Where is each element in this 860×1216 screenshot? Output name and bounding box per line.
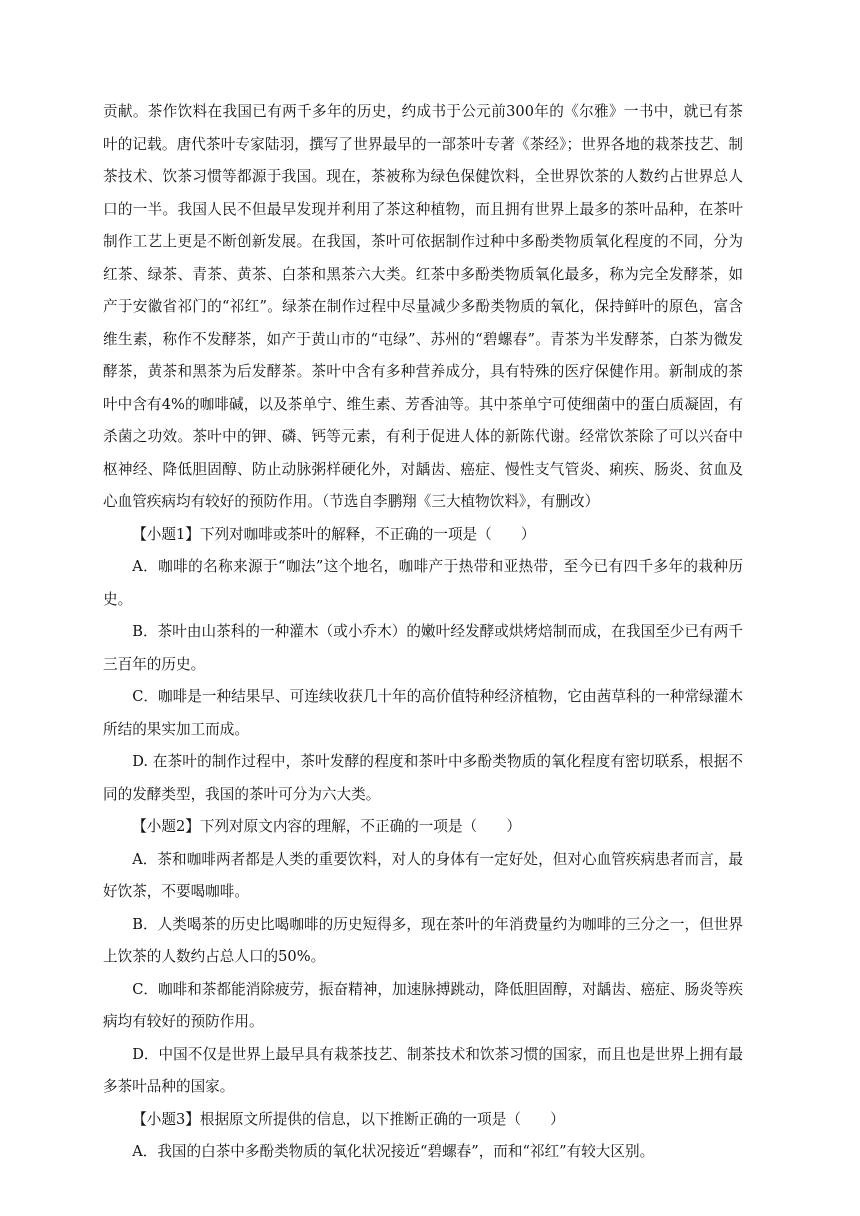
option-a: A．咖啡的名称来源于“咖法”这个地名，咖啡产于热带和亚热带，至今已有四千多年的栽种历史。	[103, 558, 743, 608]
option-b: B．茶叶由山茶科的一种灌木（或小乔木）的嫩叶经发酵或烘烤焙制而成，在我国至少已有两千三百年的历史。	[103, 623, 743, 673]
option-a: A．我国的白茶中多酚类物质的氧化状况接近“碧螺春”，而和“祁红”有较大区别。	[132, 1143, 655, 1160]
question-stem: 【小题1】下列对咖啡或茶叶的解释，不正确的一项是（ ）	[132, 525, 536, 543]
option-c: C．咖啡和茶都能消除疲劳，振奋精神，加速脉搏跳动，降低胆固醇，对龋齿、癌症、肠炎等疾病均有较好的预防作用。	[103, 980, 743, 1030]
option-c: C．咖啡是一种结果早、可连续收获几十年的高价值特种经济植物，它由茜草科的一种常绿灌木所结的果实加工而成。	[103, 688, 743, 738]
article-paragraph: 贡献。茶作饮料在我国已有两千多年的历史，约成书于公元前300年的《尔雅》一书中，就已有茶叶的记载。唐代茶叶专家陆羽，撰写了世界最早的一部茶叶专著《茶经》；世界各地的栽茶技艺、制茶技术、饮茶习惯等都源于我国。现在，茶被称为绿色保健饮料，全世界饮茶的人数约占世界总人口的一半。我国人民不但最早发现并利用了茶这种植物，而且拥有世界上最多的茶叶品种，在茶叶制作工艺上更是不断创新发展。在我国，茶叶可依据制作过种中多酚类物质氧化程度的不同，分为红茶、绿茶、青茶、黄茶、白茶和黑茶六大类。红茶中多酚类物质氧化最多，称为完全发酵茶，如产于安徽省祁门的“祁红”。绿茶在制作过程中尽量减少多酚类物质的氧化，保持鲜叶的原色，富含维生素，称作不发酵茶，如产于黄山市的“屯绿”、苏州的“碧螺春”。青茶为半发酵茶，白茶为微发酵茶，黄茶和黑茶为后发酵茶。茶叶中含有多种营养成分，具有特殊的医疗保健作用。新制成的茶叶中含有4%的咖啡碱，以及茶单宁、维生素、芳香油等。其中茶单宁可使细菌中的蛋白质凝固，有杀菌之功效。茶叶中的钾、磷、钙等元素，有利于促进人体的新陈代谢。经常饮茶除了可以兴奋中枢神经、降低胆固醇、防止动脉粥样硬化外，对龋齿、癌症、慢性支气管炎、痢疾、肠炎、贫血及心血管疾病均有较好的预防作用。（节选自李鹏翔《三大植物饮料》，有删改）	[103, 103, 743, 510]
option-b: B．人类喝茶的历史比喝咖啡的历史短得多，现在茶叶的年消费量约为咖啡的三分之一，但世界上饮茶的人数约占总人口的50%。	[103, 915, 743, 965]
question-2	[103, 811, 743, 1104]
document-body	[103, 96, 743, 1169]
option-d: D. 在茶叶的制作过程中，茶叶发酵的程度和茶叶中多酚类物质的氧化程度有密切联系，根据不同的发酵类型，我国的茶叶可分为六大类。	[103, 753, 743, 803]
question-stem: 【小题3】根据原文所提供的信息，以下推断正确的一项是（ ）	[132, 1110, 565, 1128]
question-1	[103, 519, 743, 812]
question-3	[103, 1104, 743, 1169]
option-a: A．茶和咖啡两者都是人类的重要饮料，对人的身体有一定好处，但对心血管疾病患者而言，最好饮茶，不要喝咖啡。	[103, 850, 743, 900]
option-d: D．中国不仅是世界上最早具有栽茶技艺、制茶技术和饮茶习惯的国家，而且也是世界上拥有最多茶叶品种的国家。	[103, 1045, 743, 1095]
question-stem: 【小题2】下列对原文内容的理解，不正确的一项是（ ）	[132, 818, 521, 835]
